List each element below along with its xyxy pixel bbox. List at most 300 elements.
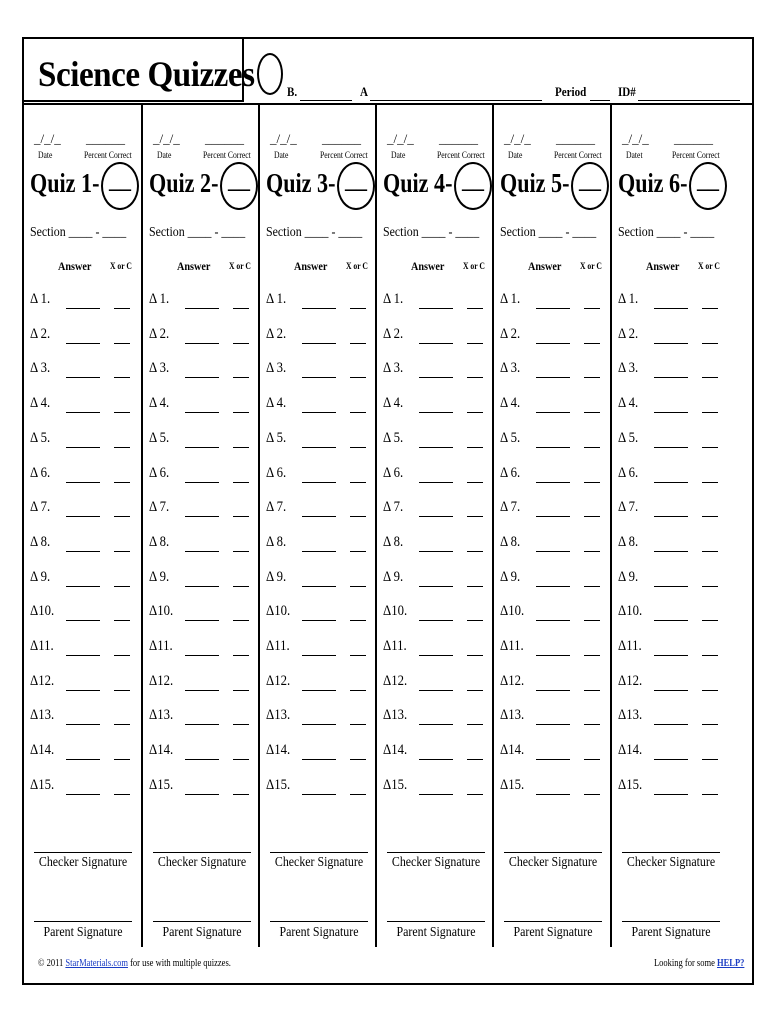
answer-blank[interactable] [419, 412, 453, 413]
answer-row [618, 569, 730, 589]
answer-blank[interactable] [654, 690, 688, 691]
answer-blank[interactable] [66, 586, 100, 587]
answer-blank[interactable] [654, 620, 688, 621]
parent-signature-line[interactable] [504, 921, 602, 922]
checker-signature-line[interactable] [387, 852, 485, 853]
answer-blank[interactable] [536, 620, 570, 621]
question-number: Δ14. [149, 742, 174, 759]
answer-row [500, 603, 612, 623]
answer-blank[interactable] [654, 586, 688, 587]
answer-blank[interactable] [419, 343, 453, 344]
answer-blank[interactable] [419, 586, 453, 587]
answer-row [30, 673, 142, 693]
id-field[interactable] [638, 100, 740, 101]
x-or-c-blank[interactable] [233, 482, 249, 483]
answer-blank[interactable] [302, 551, 336, 552]
checker-signature-label: Checker Signature [38, 855, 128, 870]
section-field[interactable]: Section ____ - ____ [500, 225, 597, 240]
answer-blank[interactable] [536, 551, 570, 552]
x-or-c-blank[interactable] [584, 516, 600, 517]
percent-field[interactable]: ______ [439, 131, 478, 146]
answer-blank[interactable] [302, 690, 336, 691]
answer-blank[interactable] [536, 343, 570, 344]
question-number: Δ 3. [149, 360, 170, 377]
answer-blank[interactable] [66, 343, 100, 344]
x-or-c-blank[interactable] [114, 759, 130, 760]
question-number: Δ 2. [383, 325, 404, 342]
x-or-c-header: X or C [463, 261, 485, 271]
answer-blank[interactable] [302, 482, 336, 483]
checker-signature-line[interactable] [153, 852, 251, 853]
x-or-c-blank[interactable] [584, 655, 600, 656]
answer-row [30, 499, 142, 519]
x-or-c-blank[interactable] [350, 343, 366, 344]
parent-signature-line[interactable] [270, 921, 368, 922]
b-label: B. [287, 84, 298, 99]
x-or-c-blank[interactable] [233, 690, 249, 691]
x-or-c-blank[interactable] [114, 655, 130, 656]
answer-blank[interactable] [536, 655, 570, 656]
x-or-c-blank[interactable] [702, 586, 718, 587]
x-or-c-blank[interactable] [584, 794, 600, 795]
answer-blank[interactable] [66, 724, 100, 725]
answer-row [618, 430, 730, 450]
x-or-c-blank[interactable] [350, 759, 366, 760]
answer-blank[interactable] [302, 759, 336, 760]
x-or-c-blank[interactable] [467, 447, 483, 448]
answer-row [30, 291, 142, 311]
x-or-c-blank[interactable] [584, 377, 600, 378]
question-number: Δ 8. [618, 533, 639, 550]
parent-signature-line[interactable] [34, 921, 132, 922]
answer-blank[interactable] [536, 759, 570, 760]
footer-note: for use with multiple quizzes. [130, 958, 231, 969]
x-or-c-blank[interactable] [350, 620, 366, 621]
answer-blank[interactable] [654, 759, 688, 760]
x-or-c-blank[interactable] [584, 482, 600, 483]
question-number: Δ 7. [149, 499, 170, 516]
x-or-c-blank[interactable] [350, 724, 366, 725]
answer-blank[interactable] [185, 655, 219, 656]
question-number: Δ12. [500, 672, 525, 689]
answer-blank[interactable] [302, 412, 336, 413]
answer-blank[interactable] [419, 308, 453, 309]
x-or-c-blank[interactable] [350, 377, 366, 378]
answer-blank[interactable] [185, 377, 219, 378]
answer-blank[interactable] [66, 516, 100, 517]
question-number: Δ 3. [618, 360, 639, 377]
x-or-c-blank[interactable] [233, 551, 249, 552]
date-field[interactable]: _/_/_ [387, 131, 414, 146]
answer-row [30, 603, 142, 623]
answer-blank[interactable] [302, 308, 336, 309]
answer-row [618, 291, 730, 311]
answer-blank[interactable] [185, 516, 219, 517]
x-or-c-blank[interactable] [233, 655, 249, 656]
x-or-c-blank[interactable] [702, 794, 718, 795]
x-or-c-blank[interactable] [233, 343, 249, 344]
x-or-c-blank[interactable] [350, 412, 366, 413]
date-label: Date [38, 150, 53, 160]
percent-correct-label: Percent Correct [437, 150, 485, 160]
answer-row [383, 430, 495, 450]
x-or-c-blank[interactable] [350, 308, 366, 309]
x-or-c-blank[interactable] [702, 690, 718, 691]
x-or-c-blank[interactable] [702, 482, 718, 483]
percent-field[interactable]: ______ [556, 131, 595, 146]
section-field[interactable]: Section ____ - ____ [149, 225, 246, 240]
question-number: Δ 3. [500, 360, 521, 377]
x-or-c-blank[interactable] [233, 620, 249, 621]
answer-blank[interactable] [419, 759, 453, 760]
answer-blank[interactable] [654, 516, 688, 517]
x-or-c-blank[interactable] [702, 724, 718, 725]
answer-blank[interactable] [419, 447, 453, 448]
question-number: Δ 6. [266, 464, 287, 481]
quiz-number-circle[interactable]: __ [689, 162, 727, 210]
footer-help [654, 958, 744, 969]
question-number: Δ13. [266, 707, 291, 724]
answer-row [500, 326, 612, 346]
period-field[interactable] [590, 100, 610, 101]
answer-blank[interactable] [419, 377, 453, 378]
question-number: Δ12. [383, 672, 408, 689]
x-or-c-blank[interactable] [350, 482, 366, 483]
x-or-c-blank[interactable] [467, 551, 483, 552]
answer-blank[interactable] [185, 447, 219, 448]
date-field[interactable]: _/_/_ [622, 131, 649, 146]
answer-blank[interactable] [185, 794, 219, 795]
quiz-number-circle[interactable]: __ [454, 162, 492, 210]
x-or-c-blank[interactable] [233, 759, 249, 760]
answer-blank[interactable] [66, 377, 100, 378]
site-link[interactable]: StarMaterials.com [65, 958, 128, 969]
checker-signature-line[interactable] [622, 852, 720, 853]
answer-row [383, 360, 495, 380]
answer-blank[interactable] [419, 794, 453, 795]
x-or-c-blank[interactable] [350, 447, 366, 448]
answer-blank[interactable] [302, 724, 336, 725]
question-number: Δ14. [383, 742, 408, 759]
x-or-c-blank[interactable] [584, 343, 600, 344]
answer-blank[interactable] [66, 308, 100, 309]
x-or-c-blank[interactable] [584, 308, 600, 309]
answer-blank[interactable] [654, 412, 688, 413]
answer-blank[interactable] [536, 377, 570, 378]
question-number: Δ 9. [618, 568, 639, 585]
answer-blank[interactable] [302, 655, 336, 656]
x-or-c-blank[interactable] [350, 690, 366, 691]
x-or-c-blank[interactable] [702, 412, 718, 413]
x-or-c-blank[interactable] [702, 759, 718, 760]
x-or-c-blank[interactable] [467, 482, 483, 483]
parent-signature-label: Parent Signature [396, 925, 476, 940]
parent-signature-line[interactable] [153, 921, 251, 922]
date-field[interactable]: _/_/_ [153, 131, 180, 146]
b-field[interactable] [300, 100, 352, 101]
date-field[interactable]: _/_/_ [270, 131, 297, 146]
quiz-number-circle[interactable]: __ [571, 162, 609, 210]
answer-blank[interactable] [185, 551, 219, 552]
answer-row [500, 777, 612, 797]
parent-signature-line[interactable] [387, 921, 485, 922]
answer-row [266, 742, 378, 762]
question-number: Δ 7. [383, 499, 404, 516]
x-or-c-blank[interactable] [350, 794, 366, 795]
question-number: Δ13. [149, 707, 174, 724]
x-or-c-blank[interactable] [350, 655, 366, 656]
x-or-c-blank[interactable] [702, 308, 718, 309]
x-or-c-blank[interactable] [114, 447, 130, 448]
quiz-number-circle[interactable]: __ [220, 162, 258, 210]
x-or-c-blank[interactable] [350, 516, 366, 517]
x-or-c-blank[interactable] [702, 551, 718, 552]
x-or-c-blank[interactable] [114, 724, 130, 725]
x-or-c-blank[interactable] [467, 759, 483, 760]
answer-blank[interactable] [66, 482, 100, 483]
section-field[interactable]: Section ____ - ____ [618, 225, 715, 240]
x-or-c-blank[interactable] [584, 412, 600, 413]
question-number: Δ 1. [266, 291, 287, 307]
answer-blank[interactable] [419, 620, 453, 621]
x-or-c-blank[interactable] [233, 447, 249, 448]
answer-row [30, 395, 142, 415]
answer-row [500, 638, 612, 658]
section-field[interactable]: Section ____ - ____ [383, 225, 480, 240]
question-number: Δ10. [500, 603, 525, 620]
answer-blank[interactable] [302, 343, 336, 344]
question-number: Δ14. [30, 742, 55, 759]
answer-blank[interactable] [302, 620, 336, 621]
x-or-c-blank[interactable] [584, 551, 600, 552]
x-or-c-blank[interactable] [467, 690, 483, 691]
parent-signature-label: Parent Signature [279, 925, 359, 940]
x-or-c-blank[interactable] [702, 343, 718, 344]
answer-blank[interactable] [66, 690, 100, 691]
date-field[interactable]: _/_/_ [34, 131, 61, 146]
answer-blank[interactable] [185, 724, 219, 725]
percent-field[interactable]: ______ [205, 131, 244, 146]
x-or-c-blank[interactable] [467, 655, 483, 656]
answer-blank[interactable] [654, 482, 688, 483]
answer-blank[interactable] [419, 516, 453, 517]
parent-signature-label: Parent Signature [43, 925, 123, 940]
x-or-c-blank[interactable] [350, 586, 366, 587]
answer-blank[interactable] [302, 794, 336, 795]
x-or-c-blank[interactable] [114, 794, 130, 795]
x-or-c-blank[interactable] [233, 794, 249, 795]
answer-blank[interactable] [536, 516, 570, 517]
x-or-c-blank[interactable] [467, 308, 483, 309]
x-or-c-blank[interactable] [114, 690, 130, 691]
help-link[interactable]: HELP? [716, 958, 744, 969]
checker-signature-label: Checker Signature [508, 855, 598, 870]
checker-signature-label: Checker Signature [274, 855, 364, 870]
x-or-c-blank[interactable] [702, 447, 718, 448]
x-or-c-blank[interactable] [467, 620, 483, 621]
x-or-c-blank[interactable] [114, 412, 130, 413]
quiz-column [377, 105, 495, 947]
answer-row [500, 291, 612, 311]
answer-blank[interactable] [185, 308, 219, 309]
question-number: Δ10. [383, 603, 408, 620]
answer-blank[interactable] [302, 516, 336, 517]
x-or-c-header: X or C [346, 261, 368, 271]
answer-blank[interactable] [185, 690, 219, 691]
answer-blank[interactable] [654, 308, 688, 309]
x-or-c-blank[interactable] [233, 412, 249, 413]
question-number: Δ 4. [500, 395, 521, 412]
quiz-number-circle[interactable]: __ [337, 162, 375, 210]
answer-blank[interactable] [185, 759, 219, 760]
question-number: Δ 2. [618, 325, 639, 342]
x-or-c-blank[interactable] [114, 620, 130, 621]
answer-row [383, 499, 495, 519]
answer-row [266, 291, 378, 311]
question-number: Δ14. [500, 742, 525, 759]
answer-row [618, 603, 730, 623]
question-number: Δ 5. [383, 429, 404, 446]
answer-blank[interactable] [66, 655, 100, 656]
question-number: Δ 5. [149, 429, 170, 446]
answer-blank[interactable] [536, 586, 570, 587]
x-or-c-blank[interactable] [114, 586, 130, 587]
help-text: Looking for some [653, 958, 715, 969]
answer-blank[interactable] [185, 620, 219, 621]
answer-blank[interactable] [185, 412, 219, 413]
question-number: Δ11. [500, 638, 524, 654]
x-or-c-blank[interactable] [233, 308, 249, 309]
x-or-c-blank[interactable] [702, 377, 718, 378]
answer-blank[interactable] [536, 308, 570, 309]
answer-row [500, 360, 612, 380]
x-or-c-blank[interactable] [702, 620, 718, 621]
answer-blank[interactable] [536, 690, 570, 691]
x-or-c-blank[interactable] [467, 724, 483, 725]
answer-row [30, 430, 142, 450]
answer-blank[interactable] [536, 447, 570, 448]
answer-blank[interactable] [66, 620, 100, 621]
answer-blank[interactable] [302, 447, 336, 448]
answer-blank[interactable] [66, 412, 100, 413]
percent-correct-label: Percent Correct [84, 150, 132, 160]
answer-row [149, 326, 261, 346]
percent-correct-label: Percent Correct [554, 150, 602, 160]
x-or-c-blank[interactable] [702, 516, 718, 517]
x-or-c-blank[interactable] [584, 690, 600, 691]
answer-blank[interactable] [66, 551, 100, 552]
a-field[interactable] [370, 100, 542, 101]
answer-blank[interactable] [654, 447, 688, 448]
x-or-c-blank[interactable] [584, 724, 600, 725]
answer-row [618, 638, 730, 658]
answer-blank[interactable] [66, 447, 100, 448]
section-field[interactable]: Section ____ - ____ [30, 225, 127, 240]
x-or-c-blank[interactable] [114, 377, 130, 378]
x-or-c-blank[interactable] [467, 516, 483, 517]
percent-field[interactable]: ______ [674, 131, 713, 146]
x-or-c-blank[interactable] [114, 308, 130, 309]
x-or-c-blank[interactable] [467, 377, 483, 378]
answer-blank[interactable] [654, 551, 688, 552]
percent-field[interactable]: ______ [86, 131, 125, 146]
x-or-c-blank[interactable] [584, 586, 600, 587]
quiz-number-circle[interactable]: __ [101, 162, 139, 210]
answer-row [383, 395, 495, 415]
checker-signature-label: Checker Signature [157, 855, 247, 870]
answer-row [266, 326, 378, 346]
answer-blank[interactable] [419, 482, 453, 483]
x-or-c-blank[interactable] [114, 482, 130, 483]
x-or-c-blank[interactable] [350, 551, 366, 552]
x-or-c-blank[interactable] [584, 759, 600, 760]
x-or-c-blank[interactable] [233, 516, 249, 517]
parent-signature-line[interactable] [622, 921, 720, 922]
answer-blank[interactable] [536, 482, 570, 483]
question-number: Δ15. [266, 776, 291, 793]
question-number: Δ 8. [149, 533, 170, 550]
x-or-c-blank[interactable] [233, 724, 249, 725]
question-number: Δ 9. [383, 568, 404, 585]
answer-blank[interactable] [66, 759, 100, 760]
answer-blank[interactable] [302, 586, 336, 587]
x-or-c-blank[interactable] [233, 377, 249, 378]
answer-blank[interactable] [419, 551, 453, 552]
x-or-c-blank[interactable] [114, 516, 130, 517]
answer-blank[interactable] [654, 655, 688, 656]
x-or-c-blank[interactable] [114, 551, 130, 552]
x-or-c-blank[interactable] [702, 655, 718, 656]
percent-field[interactable]: ______ [322, 131, 361, 146]
section-field[interactable]: Section ____ - ____ [266, 225, 363, 240]
answer-blank[interactable] [419, 655, 453, 656]
x-or-c-blank[interactable] [584, 447, 600, 448]
answer-row [500, 569, 612, 589]
answer-blank[interactable] [66, 794, 100, 795]
x-or-c-blank[interactable] [467, 343, 483, 344]
answer-blank[interactable] [185, 343, 219, 344]
answer-blank[interactable] [536, 794, 570, 795]
answer-row [266, 603, 378, 623]
answer-row [383, 326, 495, 346]
answer-blank[interactable] [536, 724, 570, 725]
answer-blank[interactable] [654, 724, 688, 725]
answer-blank[interactable] [536, 412, 570, 413]
x-or-c-blank[interactable] [233, 586, 249, 587]
date-label: Date [391, 150, 406, 160]
x-or-c-blank[interactable] [467, 586, 483, 587]
checker-signature-line[interactable] [504, 852, 602, 853]
answer-row [383, 777, 495, 797]
answer-blank[interactable] [654, 377, 688, 378]
x-or-c-blank[interactable] [584, 620, 600, 621]
answer-blank[interactable] [185, 586, 219, 587]
question-number: Δ12. [149, 672, 174, 689]
x-or-c-blank[interactable] [467, 794, 483, 795]
answer-blank[interactable] [185, 482, 219, 483]
answer-blank[interactable] [419, 724, 453, 725]
checker-signature-line[interactable] [270, 852, 368, 853]
answer-blank[interactable] [302, 377, 336, 378]
answer-blank[interactable] [654, 794, 688, 795]
x-or-c-blank[interactable] [467, 412, 483, 413]
x-or-c-blank[interactable] [114, 343, 130, 344]
question-number: Δ 5. [500, 429, 521, 446]
answer-blank[interactable] [419, 690, 453, 691]
date-field[interactable]: _/_/_ [504, 131, 531, 146]
answer-blank[interactable] [654, 343, 688, 344]
checker-signature-line[interactable] [34, 852, 132, 853]
